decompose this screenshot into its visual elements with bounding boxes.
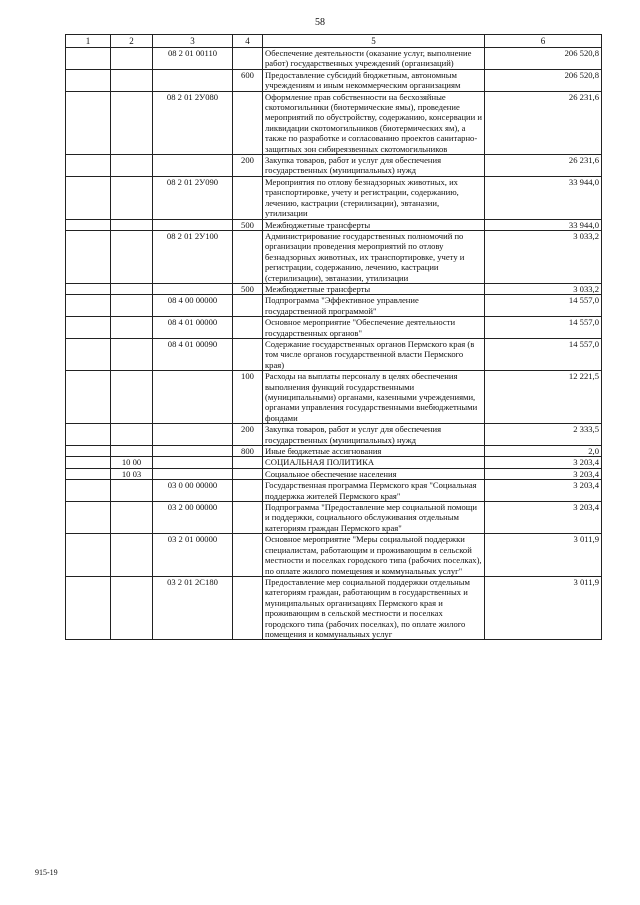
table-cell-col-6: 2,0 — [485, 446, 602, 457]
table-cell-col-3 — [153, 468, 233, 479]
table-cell-col-2 — [111, 480, 153, 502]
table-row — [66, 534, 602, 577]
column-header: 2 — [111, 35, 153, 48]
table-cell-col-3: 08 2 01 2У100 — [153, 230, 233, 283]
table-cell-col-3: 03 2 01 00000 — [153, 534, 233, 577]
column-header: 5 — [263, 35, 485, 48]
table-cell-col-5: Закупка товаров, работ и услуг для обеспечения государственных (муниципальных) нужд — [263, 155, 485, 177]
table-row — [66, 91, 602, 154]
table-cell-col-4 — [233, 576, 263, 639]
table-cell-col-2 — [111, 338, 153, 370]
table-cell-col-2: 10 00 — [111, 457, 153, 468]
table-row — [66, 338, 602, 370]
table-cell-col-3 — [153, 219, 233, 230]
column-header: 3 — [153, 35, 233, 48]
table-cell-col-2 — [111, 424, 153, 446]
table-cell-col-4 — [233, 534, 263, 577]
table-cell-col-6: 3 203,4 — [485, 457, 602, 468]
table-cell-col-5: Администрирование государственных полномочий по организации проведения мероприятий по отлову безнадзорных животных, их транспортировке, учету и регистрации, содержанию, лечению, кастрации (стерилизации), эвтаназии, утилизации — [263, 230, 485, 283]
footer-code: 915-19 — [35, 868, 58, 877]
table-row — [66, 69, 602, 91]
table-cell-col-4 — [233, 457, 263, 468]
table-cell-col-5: Предоставление мер социальной поддержки отдельным категориям граждан, работающим в государственных и муниципальных организациях Пермского края и проживающим в сельской местности и поселках городского типа (рабочих поселках), по оплате жилого помещения и коммунальных услуг — [263, 576, 485, 639]
table-cell-col-4 — [233, 468, 263, 479]
table-cell-col-3: 08 2 01 2У080 — [153, 91, 233, 154]
table-cell-col-3: 08 4 01 00090 — [153, 338, 233, 370]
table-row — [66, 446, 602, 457]
table-cell-col-4 — [233, 502, 263, 534]
table-cell-col-2 — [111, 371, 153, 424]
table-cell-col-4 — [233, 230, 263, 283]
table-cell-col-2 — [111, 219, 153, 230]
table-cell-col-1 — [66, 230, 111, 283]
column-header: 6 — [485, 35, 602, 48]
table-cell-col-6: 26 231,6 — [485, 91, 602, 154]
table-cell-col-1 — [66, 371, 111, 424]
table-cell-col-6: 3 011,9 — [485, 534, 602, 577]
table-cell-col-1 — [66, 48, 111, 70]
table-cell-col-6: 3 011,9 — [485, 576, 602, 639]
table-cell-col-5: Государственная программа Пермского края "Социальная поддержка жителей Пермского края" — [263, 480, 485, 502]
table-cell-col-6: 206 520,8 — [485, 48, 602, 70]
table-cell-col-5: СОЦИАЛЬНАЯ ПОЛИТИКА — [263, 457, 485, 468]
table-cell-col-6: 206 520,8 — [485, 69, 602, 91]
table-cell-col-6: 14 557,0 — [485, 317, 602, 339]
table-cell-col-5: Обеспечение деятельности (оказание услуг, выполнение работ) государственных учреждений (организаций) — [263, 48, 485, 70]
table-cell-col-6: 3 033,2 — [485, 230, 602, 283]
column-header: 4 — [233, 35, 263, 48]
table-cell-col-5: Оформление прав собственности на бесхозяйные скотомогильники (биотермические ямы), проведение мероприятий по обустройству, содержанию, консервации и ликвидации скотомогильников (биотермических ям), а также по разработке и согласованию проектов санитарно-защитных зон сибиреязвенных скотомогильников — [263, 91, 485, 154]
table-cell-col-5: Закупка товаров, работ и услуг для обеспечения государственных (муниципальных) нужд — [263, 424, 485, 446]
table-cell-col-3 — [153, 283, 233, 294]
table-cell-col-2 — [111, 502, 153, 534]
table-cell-col-1 — [66, 176, 111, 219]
table-row — [66, 502, 602, 534]
table-cell-col-6: 33 944,0 — [485, 219, 602, 230]
table-cell-col-5: Подпрограмма "Эффективное управление государственной программой" — [263, 295, 485, 317]
table-cell-col-5: Социальное обеспечение населения — [263, 468, 485, 479]
table-cell-col-1 — [66, 468, 111, 479]
table-row — [66, 424, 602, 446]
table-cell-col-2 — [111, 317, 153, 339]
table-cell-col-5: Иные бюджетные ассигнования — [263, 446, 485, 457]
table-row — [66, 480, 602, 502]
table-row — [66, 317, 602, 339]
table-row — [66, 48, 602, 70]
table-cell-col-3 — [153, 69, 233, 91]
table-row — [66, 219, 602, 230]
table-cell-col-6: 33 944,0 — [485, 176, 602, 219]
table-cell-col-3: 03 2 00 00000 — [153, 502, 233, 534]
table-cell-col-6: 2 333,5 — [485, 424, 602, 446]
table-cell-col-5: Межбюджетные трансферты — [263, 219, 485, 230]
table-cell-col-2 — [111, 230, 153, 283]
table-cell-col-3 — [153, 155, 233, 177]
table-cell-col-4: 500 — [233, 283, 263, 294]
table-cell-col-4: 600 — [233, 69, 263, 91]
table-cell-col-1 — [66, 457, 111, 468]
table-cell-col-2 — [111, 534, 153, 577]
table-cell-col-1 — [66, 338, 111, 370]
table-cell-col-5: Подпрограмма "Предоставление мер социальной помощи и поддержки, социального обслуживания отдельным категориям граждан Пермского края" — [263, 502, 485, 534]
table-cell-col-3: 08 2 01 00110 — [153, 48, 233, 70]
table-row — [66, 576, 602, 639]
table-cell-col-2 — [111, 48, 153, 70]
table-cell-col-2 — [111, 295, 153, 317]
table-cell-col-1 — [66, 424, 111, 446]
table-cell-col-1 — [66, 480, 111, 502]
table-cell-col-4: 200 — [233, 155, 263, 177]
column-header: 1 — [66, 35, 111, 48]
table-cell-col-1 — [66, 295, 111, 317]
table-row — [66, 155, 602, 177]
table-cell-col-1 — [66, 502, 111, 534]
table-cell-col-1 — [66, 155, 111, 177]
table-cell-col-2 — [111, 155, 153, 177]
table-row — [66, 295, 602, 317]
table-cell-col-1 — [66, 69, 111, 91]
table-cell-col-5: Основное мероприятие "Обеспечение деятельности государственных органов" — [263, 317, 485, 339]
table-header-row — [66, 35, 602, 48]
table-cell-col-3: 03 0 00 00000 — [153, 480, 233, 502]
table-cell-col-5: Расходы на выплаты персоналу в целях обеспечения выполнения функций государственными (муниципальными) органами, казенными учреждениями, органами управления государственными внебюджетными фондами — [263, 371, 485, 424]
table-cell-col-6: 14 557,0 — [485, 338, 602, 370]
table-cell-col-1 — [66, 576, 111, 639]
table-cell-col-5: Содержание государственных органов Пермского края (в том числе органов государственной власти Пермского края) — [263, 338, 485, 370]
table-cell-col-5: Мероприятия по отлову безнадзорных животных, их транспортировке, учету и регистрации, содержанию, лечению, кастрации (стерилизации), эвтаназии, утилизации — [263, 176, 485, 219]
table-cell-col-3: 08 2 01 2У090 — [153, 176, 233, 219]
table-cell-col-4: 100 — [233, 371, 263, 424]
table-cell-col-4: 200 — [233, 424, 263, 446]
table-cell-col-2 — [111, 69, 153, 91]
table-cell-col-1 — [66, 534, 111, 577]
table-cell-col-5: Межбюджетные трансферты — [263, 283, 485, 294]
table-cell-col-4 — [233, 91, 263, 154]
table-row — [66, 283, 602, 294]
table-cell-col-4 — [233, 338, 263, 370]
table-cell-col-6: 26 231,6 — [485, 155, 602, 177]
table-cell-col-5: Предоставление субсидий бюджетным, автономным учреждениям и иным некоммерческим организациям — [263, 69, 485, 91]
table-cell-col-3: 08 4 00 00000 — [153, 295, 233, 317]
table-cell-col-1 — [66, 283, 111, 294]
table-cell-col-4: 800 — [233, 446, 263, 457]
table-row — [66, 176, 602, 219]
table-cell-col-1 — [66, 317, 111, 339]
table-cell-col-4: 500 — [233, 219, 263, 230]
table-cell-col-6: 3 203,4 — [485, 468, 602, 479]
table-cell-col-1 — [66, 91, 111, 154]
table-cell-col-1 — [66, 446, 111, 457]
table-cell-col-2 — [111, 283, 153, 294]
table-cell-col-3 — [153, 371, 233, 424]
table-cell-col-3: 03 2 01 2С180 — [153, 576, 233, 639]
table-cell-col-6: 3 203,4 — [485, 480, 602, 502]
page-number: 58 — [315, 17, 325, 28]
table-row — [66, 457, 602, 468]
table-row — [66, 468, 602, 479]
table-cell-col-4 — [233, 295, 263, 317]
table-row — [66, 230, 602, 283]
table-cell-col-3: 08 4 01 00000 — [153, 317, 233, 339]
table-cell-col-2 — [111, 576, 153, 639]
table-cell-col-4 — [233, 317, 263, 339]
table-cell-col-2: 10 03 — [111, 468, 153, 479]
table-cell-col-6: 3 033,2 — [485, 283, 602, 294]
table-cell-col-2 — [111, 176, 153, 219]
table-cell-col-6: 12 221,5 — [485, 371, 602, 424]
table-cell-col-6: 14 557,0 — [485, 295, 602, 317]
table-cell-col-3 — [153, 457, 233, 468]
table-cell-col-3 — [153, 424, 233, 446]
table-cell-col-1 — [66, 219, 111, 230]
table-row — [66, 371, 602, 424]
table-cell-col-6: 3 203,4 — [485, 502, 602, 534]
table-cell-col-4 — [233, 176, 263, 219]
table-cell-col-5: Основное мероприятие "Меры социальной поддержки специалистам, работающим и проживающим в сельской местности и поселках городского типа (рабочих поселках), по оплате жилого помещения и коммунальных услуг" — [263, 534, 485, 577]
table-cell-col-3 — [153, 446, 233, 457]
budget-table — [65, 34, 602, 640]
table-cell-col-2 — [111, 91, 153, 154]
table-cell-col-2 — [111, 446, 153, 457]
table-cell-col-4 — [233, 48, 263, 70]
table-cell-col-4 — [233, 480, 263, 502]
